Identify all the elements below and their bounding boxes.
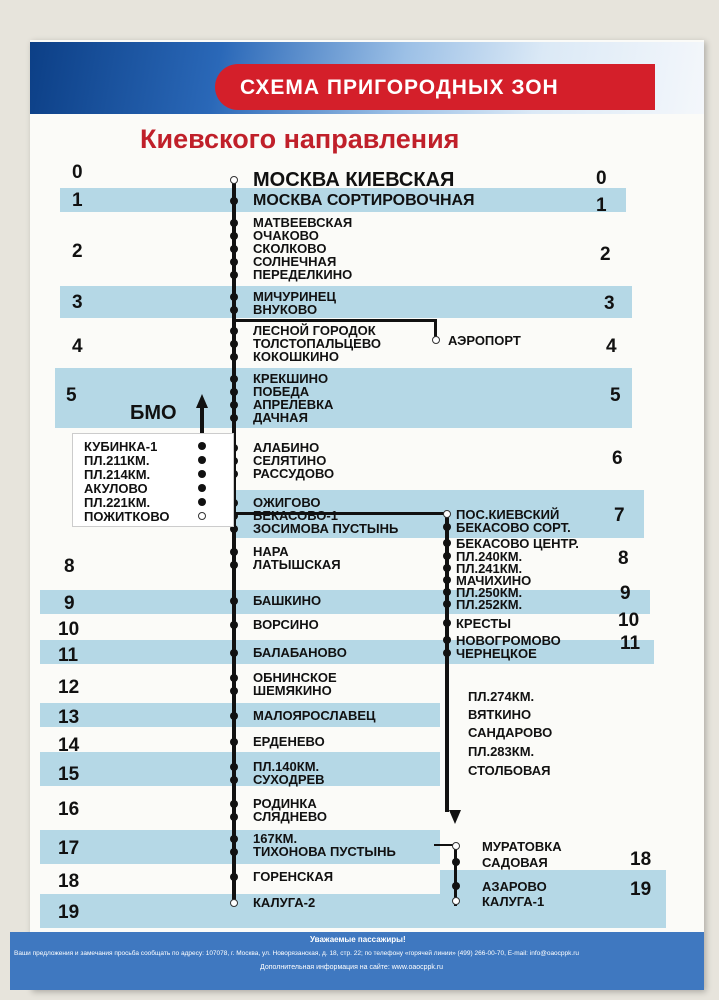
main-station-name: СЕЛЯТИНО xyxy=(253,453,327,468)
main-station-name: СЛЯДНЕВО xyxy=(253,809,328,824)
main-station-marker xyxy=(230,548,238,556)
zone-right-1: 1 xyxy=(596,195,607,216)
main-station-name: ШЕМЯКИНО xyxy=(253,683,332,698)
zone-band-9 xyxy=(40,590,650,614)
bmo-arrow-icon xyxy=(196,394,208,408)
branch-station-name: ВЯТКИНО xyxy=(468,707,532,722)
branch-station-name: САНДАРОВО xyxy=(468,725,553,740)
main-station-name: ТИХОНОВА ПУСТЫНЬ xyxy=(253,844,396,859)
main-station-name: ЕРДЕНЕВО xyxy=(253,734,325,749)
main-station-marker xyxy=(230,813,238,821)
main-station-name: БЕКАСОВО-1 xyxy=(253,508,338,523)
zone-band-11 xyxy=(40,640,654,664)
branch-station-name: ПЛ.252КМ. xyxy=(456,597,523,612)
zone-right-4: 4 xyxy=(606,336,617,357)
main-station-marker xyxy=(230,271,238,279)
main-station-marker xyxy=(230,306,238,314)
main-station-name: БАЛАБАНОВО xyxy=(253,645,347,660)
bmo-station-marker xyxy=(198,512,206,520)
main-station-name: МИЧУРИНЕЦ xyxy=(253,289,336,304)
main-station-marker xyxy=(230,621,238,629)
airport-spur-h xyxy=(234,319,436,322)
header-title: СХЕМА ПРИГОРОДНЫХ ЗОН xyxy=(240,76,559,99)
main-station-marker xyxy=(230,674,238,682)
branch-station-name: ПЛ.274КМ. xyxy=(468,689,535,704)
main-station-marker xyxy=(230,712,238,720)
main-station-marker xyxy=(230,738,238,746)
zone-left-11: 11 xyxy=(58,645,79,666)
tikhonova-link xyxy=(434,844,454,846)
main-station-name: ОБНИНСКОЕ xyxy=(253,670,337,685)
zone-left-2: 2 xyxy=(72,241,83,262)
branch-station-name: ПОС.КИЕВСКИЙ xyxy=(456,507,560,522)
branch-station-marker xyxy=(452,858,460,866)
branch-station-name: АЗАРОВО xyxy=(482,879,547,894)
zone-band-3 xyxy=(60,286,632,318)
zone-left-14: 14 xyxy=(58,735,80,756)
zone-left-3: 3 xyxy=(72,292,83,313)
branch-station-marker xyxy=(443,576,451,584)
zone-left-0: 0 xyxy=(72,162,83,183)
zone-left-5: 5 xyxy=(66,385,77,406)
zone-left-4: 4 xyxy=(72,336,83,357)
main-station-marker xyxy=(230,414,238,422)
main-station-name: РАССУДОВО xyxy=(253,466,335,481)
branch-station-name: НОВОГРОМОВО xyxy=(456,633,561,648)
main-station-marker xyxy=(230,687,238,695)
main-station-name: МОСКВА СОРТИРОВОЧНАЯ xyxy=(253,192,475,209)
main-station-marker xyxy=(230,873,238,881)
main-station-marker xyxy=(230,835,238,843)
bmo-station-marker xyxy=(198,498,206,506)
main-station-name: ПЕРЕДЕЛКИНО xyxy=(253,267,353,282)
branch-station-marker xyxy=(443,523,451,531)
header-subtitle: Киевского направления xyxy=(140,124,460,154)
branch-station-marker xyxy=(443,649,451,657)
zone-right-8: 8 xyxy=(618,548,629,569)
branch-station-name: МУРАТОВКА xyxy=(482,839,562,854)
main-station-name: НАРА xyxy=(253,544,289,559)
main-station-name: ЛАТЫШСКАЯ xyxy=(253,557,341,572)
main-station-marker xyxy=(230,597,238,605)
main-station-name: СКОЛКОВО xyxy=(253,241,327,256)
bmo-station-marker xyxy=(198,470,206,478)
main-station-name: ПЛ.140КМ. xyxy=(253,759,320,774)
bmo-station-name: ПЛ.211КМ. xyxy=(84,453,150,468)
main-station-name: ГОРЕНСКАЯ xyxy=(253,869,334,884)
main-station-marker xyxy=(230,375,238,383)
zone-left-18: 18 xyxy=(58,871,80,892)
zone-left-13: 13 xyxy=(58,707,80,728)
zone-left-9: 9 xyxy=(64,593,75,614)
main-station-name: СОЛНЕЧНАЯ xyxy=(253,254,337,269)
main-station-marker xyxy=(230,561,238,569)
branch-station-marker xyxy=(443,600,451,608)
main-station-name: ПОБЕДА xyxy=(253,384,310,399)
main-station-name: ОЧАКОВО xyxy=(253,228,319,243)
branch-station-marker xyxy=(443,636,451,644)
branch-station-marker xyxy=(443,510,451,518)
branch-station-name: МАЧИХИНО xyxy=(456,573,532,588)
branch-station-name: ЧЕРНЕЦКОЕ xyxy=(456,646,537,661)
main-station-marker xyxy=(230,293,238,301)
main-station-marker xyxy=(230,899,238,907)
zone-left-17: 17 xyxy=(58,838,80,859)
bmo-station-name: КУБИНКА-1 xyxy=(84,439,158,454)
footer-website: Дополнительная информация на сайте: www.oaocppk.ru xyxy=(260,964,444,971)
main-station-marker xyxy=(230,401,238,409)
main-station-name: РОДИНКА xyxy=(253,796,317,811)
branch-station-name: СТОЛБОВАЯ xyxy=(468,763,551,778)
bmo-station-name: ПОЖИТКОВО xyxy=(84,509,170,524)
zone-left-8: 8 xyxy=(64,556,75,577)
branch-station-marker xyxy=(452,897,460,905)
branch-station-marker xyxy=(443,539,451,547)
bmo-station-marker xyxy=(198,456,206,464)
main-station-marker xyxy=(230,340,238,348)
main-station-name: АЛАБИНО xyxy=(253,440,320,455)
branch-station-marker xyxy=(443,588,451,596)
zone-left-15: 15 xyxy=(58,764,80,785)
zone-right-18: 18 xyxy=(630,849,652,870)
branch-station-name: БЕКАСОВО ЦЕНТР. xyxy=(456,536,579,551)
main-station-name: МОСКВА КИЕВСКАЯ xyxy=(253,169,455,191)
zone-right-9: 9 xyxy=(620,583,631,604)
zone-band-15 xyxy=(40,752,440,786)
zone-right-6: 6 xyxy=(612,448,623,469)
zone-right-0: 0 xyxy=(596,168,607,189)
main-line xyxy=(232,178,236,903)
zone-right-2: 2 xyxy=(600,244,611,265)
branch-station-name: КАЛУГА-1 xyxy=(482,894,545,909)
branch-station-name: ПЛ.240КМ. xyxy=(456,549,523,564)
main-station-marker xyxy=(230,848,238,856)
zone-band-13 xyxy=(40,703,440,727)
zone-right-3: 3 xyxy=(604,293,615,314)
main-station-name: КОКОШКИНО xyxy=(253,349,339,364)
bmo-station-name: ПЛ.221КМ. xyxy=(84,495,151,510)
main-station-marker xyxy=(230,327,238,335)
branch-station-name: БЕКАСОВО СОРТ. xyxy=(456,520,571,535)
main-station-name: ЛЕСНОЙ ГОРОДОК xyxy=(253,323,376,338)
main-station-marker xyxy=(230,258,238,266)
branch-station-name: САДОВАЯ xyxy=(482,855,548,870)
main-station-name: ОЖИГОВО xyxy=(253,495,321,510)
branch-station-name: ПЛ.250КМ. xyxy=(456,585,523,600)
zone-left-12: 12 xyxy=(58,677,80,698)
main-station-name: БАШКИНО xyxy=(253,593,322,608)
branch-station-marker xyxy=(443,619,451,627)
zone-left-1: 1 xyxy=(72,190,83,211)
zone-left-10: 10 xyxy=(58,619,80,640)
bmo-station-marker xyxy=(198,442,206,450)
main-station-name: СУХОДРЕВ xyxy=(253,772,325,787)
main-station-name: МАЛОЯРОСЛАВЕЦ xyxy=(253,708,376,723)
airport-station-marker xyxy=(432,336,440,344)
bmo-station-name: АКУЛОВО xyxy=(84,481,148,496)
zone-right-7: 7 xyxy=(614,505,625,526)
zone-right-5: 5 xyxy=(610,385,621,406)
zone-right-11: 11 xyxy=(620,633,641,654)
main-station-marker xyxy=(230,649,238,657)
zone-left-19: 19 xyxy=(58,902,80,923)
branch-station-marker xyxy=(443,564,451,572)
main-station-name: КРЕКШИНО xyxy=(253,371,329,386)
main-station-name: ТОЛСТОПАЛЬЦЕВО xyxy=(253,336,382,351)
main-station-marker xyxy=(230,353,238,361)
main-station-name: ВОРСИНО xyxy=(253,617,319,632)
branch-station-name: ПЛ.283КМ. xyxy=(468,744,535,759)
main-station-name: 167КМ. xyxy=(253,831,298,846)
airport-station-name: АЭРОПОРТ xyxy=(448,333,521,348)
main-station-name: АПРЕЛЕВКА xyxy=(253,397,334,412)
branch-station-marker xyxy=(452,842,460,850)
main-station-name: МАТВЕЕВСКАЯ xyxy=(253,215,353,230)
bmo-station-marker xyxy=(198,484,206,492)
main-station-name: ВНУКОВО xyxy=(253,302,318,317)
main-station-marker xyxy=(230,800,238,808)
footer-greeting: Уважаемые пассажиры! xyxy=(310,935,406,944)
main-station-marker xyxy=(230,176,238,184)
zone-right-10: 10 xyxy=(618,610,640,631)
zone-left-16: 16 xyxy=(58,799,80,820)
main-station-marker xyxy=(230,219,238,227)
main-station-name: ДАЧНАЯ xyxy=(253,410,308,425)
branch-station-name: ПЛ.241КМ. xyxy=(456,561,523,576)
main-station-marker xyxy=(230,776,238,784)
branch-station-name: КРЕСТЫ xyxy=(456,616,512,631)
main-station-marker xyxy=(230,763,238,771)
main-station-name: КАЛУГА-2 xyxy=(253,895,316,910)
branch-station-marker xyxy=(443,552,451,560)
main-station-marker xyxy=(230,245,238,253)
footer-address: Ваши предложения и замечания просьба сообщать по адресу: 107078, г. Москва, ул. Новорязанская, д. 18, стр. 22; по телефону «горячей линии» (499) 266-00-70, E-mail: info@oaocppk.ru xyxy=(14,950,579,957)
main-station-name: ЗОСИМОВА ПУСТЫНЬ xyxy=(253,521,399,536)
bmo-label: БМО xyxy=(130,402,177,424)
branch-arrow-icon xyxy=(449,810,461,824)
main-station-marker xyxy=(230,232,238,240)
bmo-station-name: ПЛ.214КМ. xyxy=(84,467,151,482)
zone-right-19: 19 xyxy=(630,879,652,900)
main-station-marker xyxy=(230,388,238,396)
main-station-marker xyxy=(230,197,238,205)
branch-station-marker xyxy=(452,882,460,890)
